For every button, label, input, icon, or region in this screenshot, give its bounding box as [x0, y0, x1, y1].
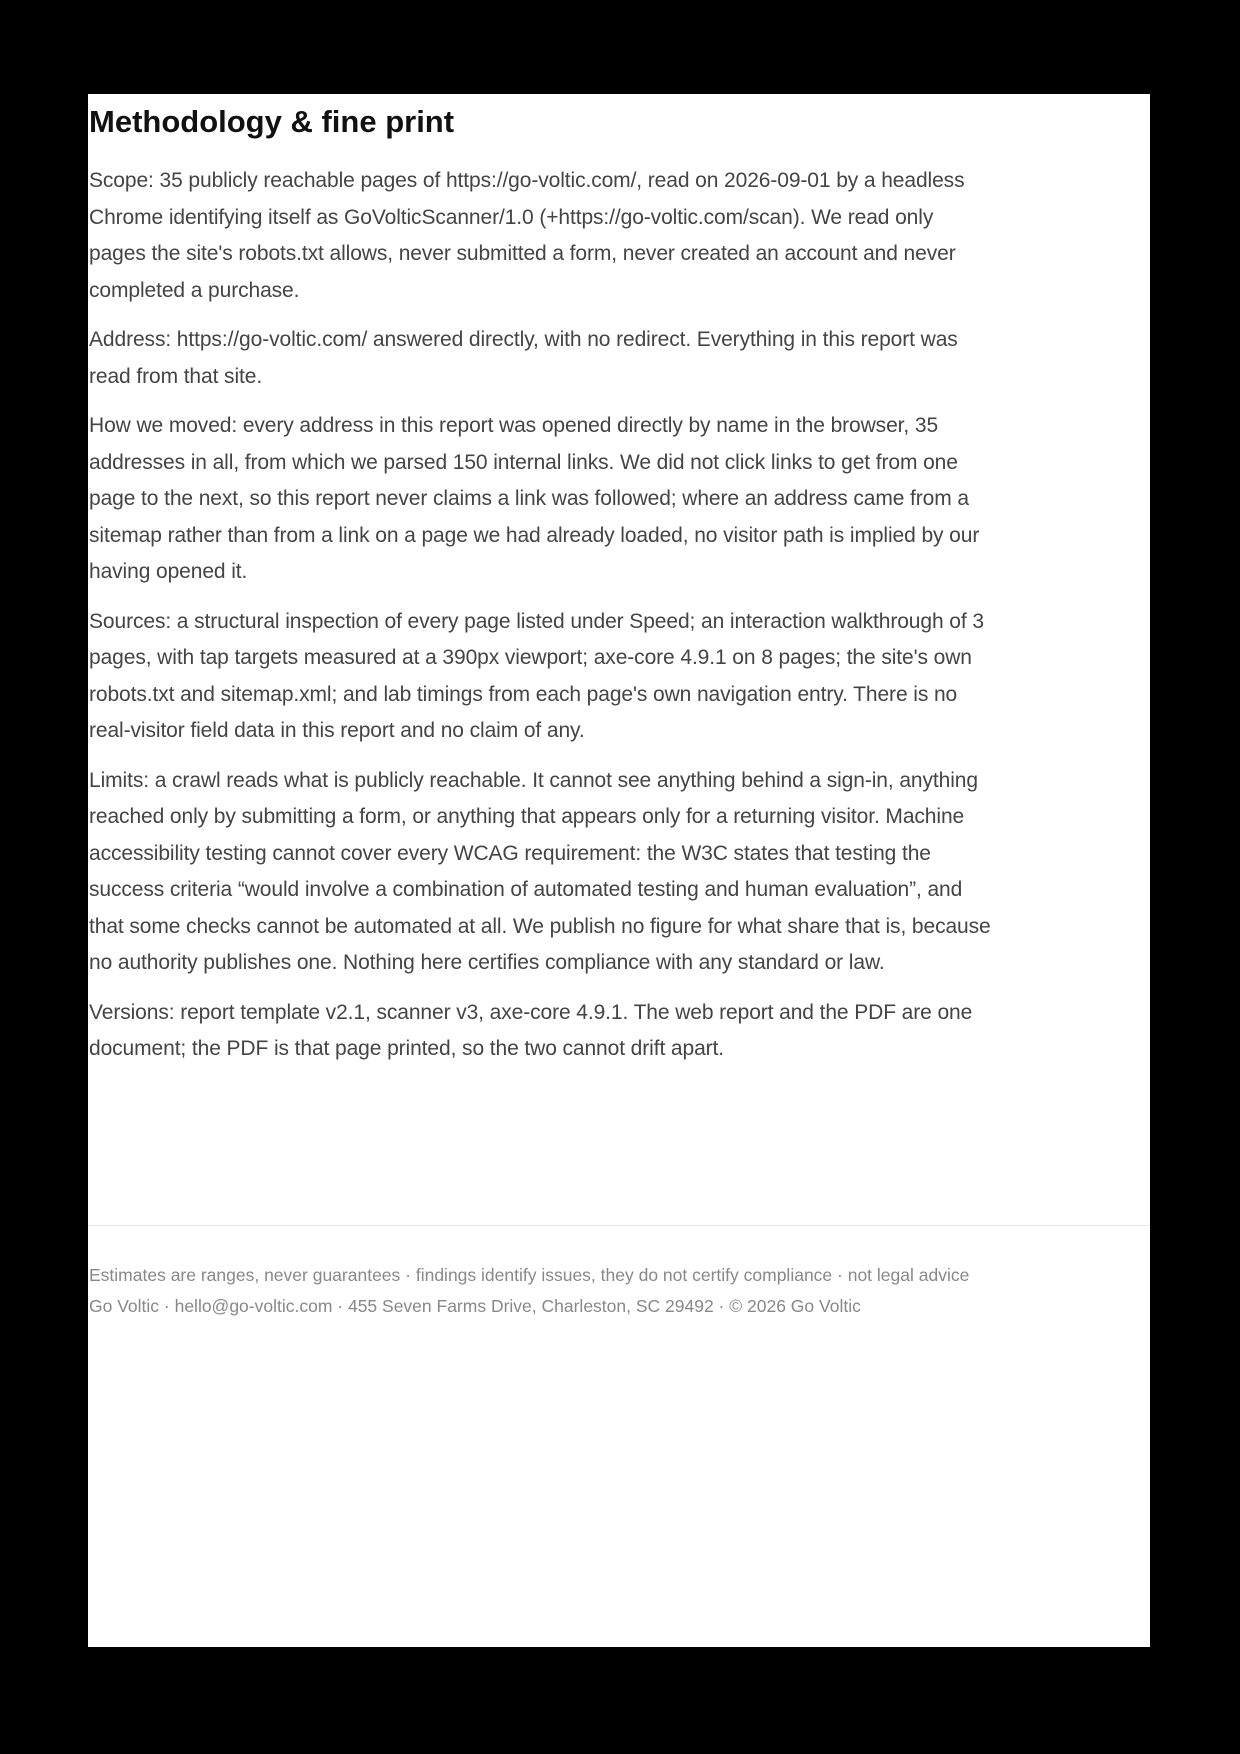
- footer-disclaimer: Estimates are ranges, never guarantees · findings identify issues, they do not certify compliance · not legal advice: [89, 1265, 970, 1285]
- methodology-section: [89, 94, 1089, 1068]
- footer-contact: Go Voltic · hello@go-voltic.com · 455 Seven Farms Drive, Charleston, SC 29492 · © 2026 Go Voltic: [89, 1296, 861, 1316]
- sources-paragraph: Sources: a structural inspection of every page listed under Speed; an interaction walkthrough of 3 pages, with tap targets measured at a 390px viewport; axe-core 4.9.1 on 8 pages; the site's own robots.txt and sitemap.xml; and lab timings from each page's own navigation entry. There is no real-visitor field data in this report and no claim of any.: [89, 609, 984, 742]
- report-page: [88, 94, 1150, 1647]
- footer-divider: [88, 1225, 1150, 1226]
- address-paragraph: Address: https://go-voltic.com/ answered directly, with no redirect. Everything in this report was read from that site.: [89, 328, 958, 388]
- page-title: Methodology & fine print: [89, 104, 455, 139]
- limits-paragraph: Limits: a crawl reads what is publicly reachable. It cannot see anything behind a sign-in, anything reached only by submitting a form, or anything that appears only for a returning visitor. Machine accessibility testing cannot cover every WCAG requirement: the W3C states that testing the success criteria “would involve a combination of automated testing and human evaluation”, and that some checks cannot be automated at all. We publish no figure for what share that is, because no authority publishes one. Nothing here certifies compliance with any standard or law.: [89, 768, 991, 974]
- page-footer: [89, 1260, 1139, 1322]
- versions-paragraph: Versions: report template v2.1, scanner v3, axe-core 4.9.1. The web report and the PDF are one document; the PDF is that page printed, so the two cannot drift apart.: [89, 1000, 973, 1060]
- scope-paragraph: Scope: 35 publicly reachable pages of https://go-voltic.com/, read on 2026-09-01 by a headless Chrome identifying itself as GoVolticScanner/1.0 (+https://go-voltic.com/scan). We read only pages the site's robots.txt allows, never submitted a form, never created an account and never completed a purchase.: [89, 169, 965, 302]
- how-we-moved-paragraph: How we moved: every address in this report was opened directly by name in the browser, 35 addresses in all, from which we parsed 150 internal links. We did not click links to get from one page to the next, so this report never claims a link was followed; where an address came from a sitemap rather than from a link on a page we had already loaded, no visitor path is implied by our having opened it.: [89, 414, 980, 583]
